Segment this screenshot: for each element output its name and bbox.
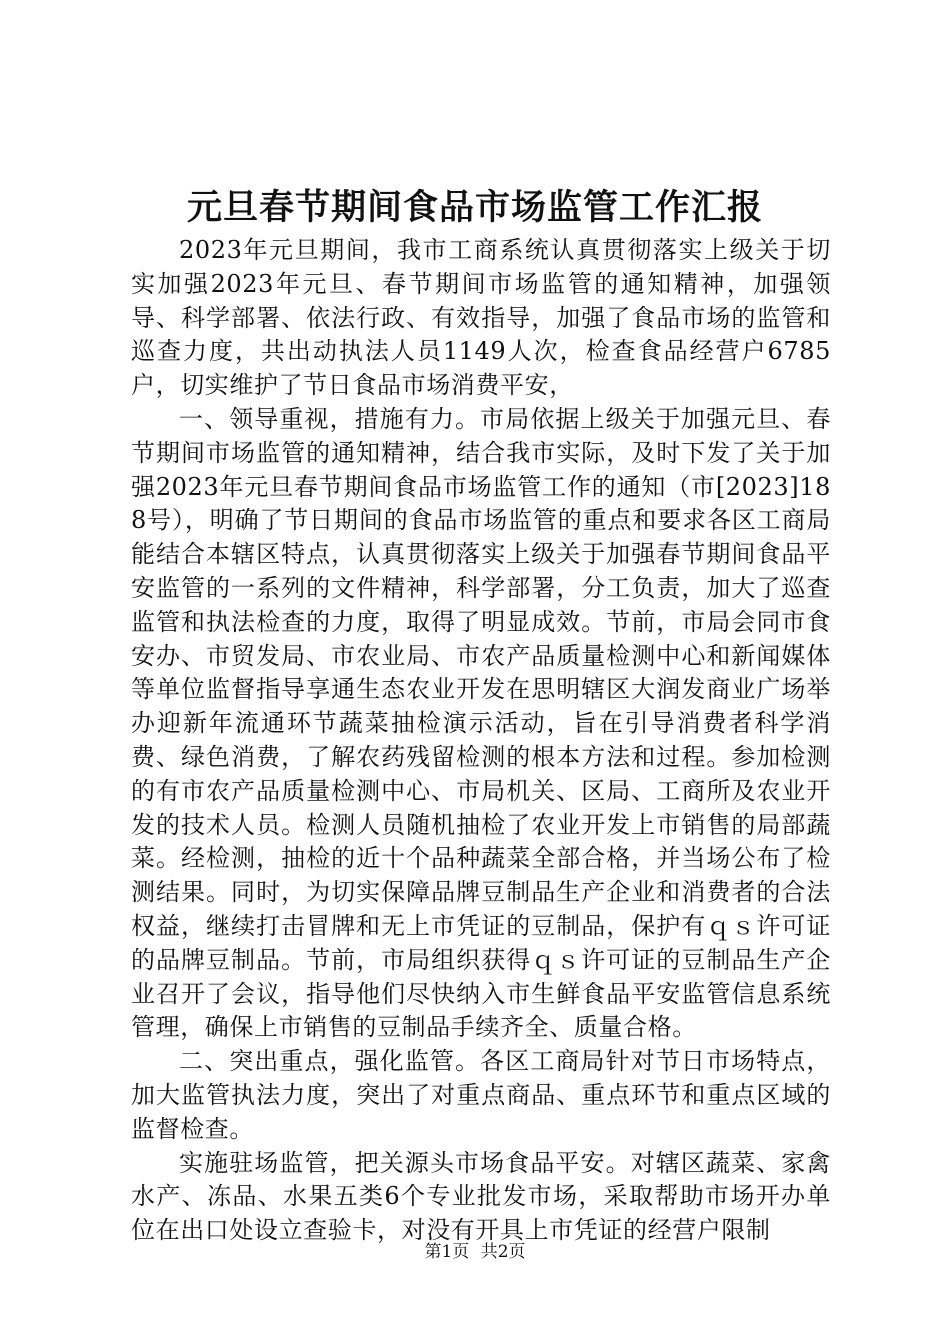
page-number-total: 共2页 xyxy=(480,1242,526,1262)
paragraph-intro: 2023年元旦期间，我市工商系统认真贯彻落实上级关于切实加强2023年元旦、春节期间市场监管的通知精神，加强领导、科学部署、依法行政、有效指导，加强了食品市场的监管和巡查力度，共出动执法人员1149人次，检查食品经营户6785户，切实维护了节日食品市场消费平安， xyxy=(131,236,831,400)
document-title: 元旦春节期间食品市场监管工作汇报 xyxy=(186,187,763,228)
page-number-current: 第1页 xyxy=(424,1242,470,1262)
paragraph-section-two: 二、突出重点，强化监管。各区工商局针对节日市场特点，加大监管执法力度，突出了对重点商品、重点环节和重点区域的监督检查。 xyxy=(131,1047,831,1143)
paragraph-on-site-supervision: 实施驻场监管，把关源头市场食品平安。对辖区蔬菜、家禽水产、冻品、水果五类6个专业批发市场，采取帮助市场开办单位在出口处设立查验卡，对没有开具上市凭证的经营户限制 xyxy=(131,1148,831,1245)
paragraph-section-one: 一、领导重视，措施有力。市局依据上级关于加强元旦、春节期间市场监管的通知精神，结合我市实际，及时下发了关于加强2023年元旦春节期间食品市场监管工作的通知（市[2023]188号），明确了节日期间的食品市场监管的重点和要求各区工商局能结合本辖区特点，认真贯彻落实上级关于加强春节期间食品平安监管的一系列的文件精神，科学部署，分工负责，加大了巡查监管和执法检查的力度，取得了明显成效。节前，市局会同市食安办、市贸发局、市农业局、市农产品质量检测中心和新闻媒体等单位监督指导享通生态农业开发在思明辖区大润发商业广场举办迎新年流通环节蔬菜抽检演示活动，旨在引导消费者科学消费、绿色消费，了解农药残留检测的根本方法和过程。参加检测的有市农产品质量检测中心、市局机关、区局、工商所及农业开发的技术人员。检测人员随机抽检了农业开发上市销售的局部蔬菜。经检测，抽检的近十个品种蔬菜全部合格，并当场公布了检测结果。同时，为切实保障品牌豆制品生产企业和消费者的合法权益，继续打击冒牌和无上市凭证的豆制品，保护有ｑｓ许可证的品牌豆制品。节前，市局组织获得ｑｓ许可证的豆制品生产企业召开了会议，指导他们尽快纳入市生鲜食品平安监管信息系统管理，确保上市销售的豆制品手续齐全、质量合格。 xyxy=(131,404,831,1042)
document-body xyxy=(131,234,831,1248)
page-footer xyxy=(0,1240,950,1264)
